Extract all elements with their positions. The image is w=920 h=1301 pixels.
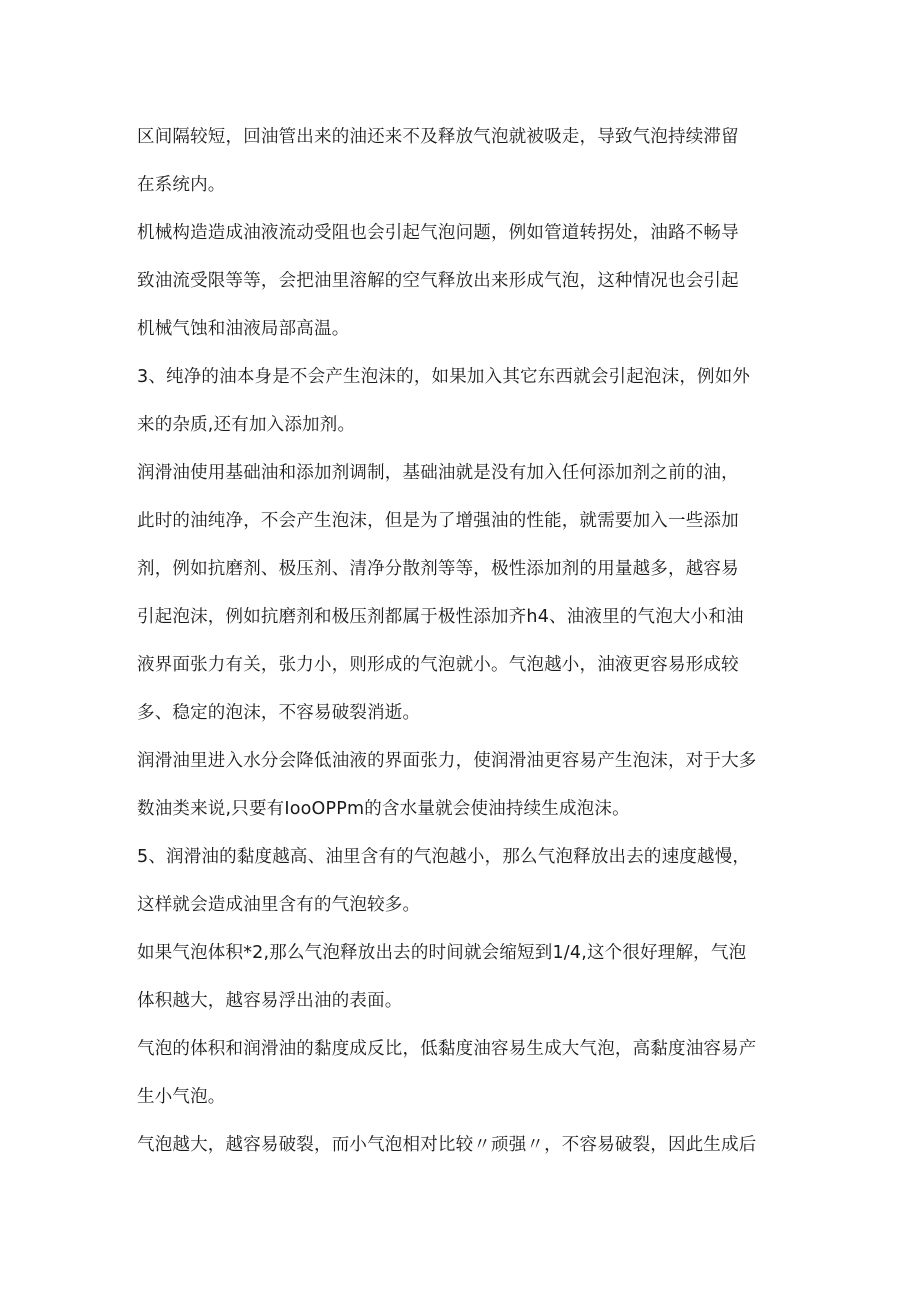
text-line: 此时的油纯净，不会产生泡沫，但是为了增强油的性能，就需要加入一些添加 — [137, 511, 739, 531]
text-line: 区间隔较短，回油管出来的油还来不及释放气泡就被吸走，导致气泡持续滞留 — [137, 127, 739, 147]
text-line: 气泡的体积和润滑油的黏度成反比，低黏度油容易生成大气泡，高黏度油容易产 — [137, 1039, 757, 1059]
paragraph-7 — [137, 929, 787, 1025]
text-line: 5、润滑油的黏度越高、油里含有的气泡越小，那么气泡释放出去的速度越慢， — [137, 847, 751, 867]
text-line: 润滑油里进入水分会降低油液的界面张力，使润滑油更容易产生泡沫，对于大多 — [137, 751, 757, 771]
text-line: 剂，例如抗磨剂、极压剂、清净分散剂等等，极性添加剂的用量越多，越容易 — [137, 559, 739, 579]
text-line: 引起泡沫，例如抗磨剂和极压剂都属于极性添加齐h4、油液里的气泡大小和油 — [137, 607, 744, 627]
paragraph-6 — [137, 833, 787, 929]
paragraph-5 — [137, 737, 787, 833]
document-page — [137, 113, 787, 1169]
text-line: 数油类来说,只要有IooOPPm的含水量就会使油持续生成泡沫。 — [137, 799, 630, 819]
text-line: 在系统内。 — [137, 175, 226, 195]
text-line: 致油流受限等等，会把油里溶解的空气释放出来形成气泡，这种情况也会引起 — [137, 271, 739, 291]
paragraph-4 — [137, 449, 787, 737]
text-line: 如果气泡体积*2,那么气泡释放出去的时间就会缩短到1/4,这个很好理解，气泡 — [137, 943, 747, 963]
paragraph-9 — [137, 1121, 787, 1169]
paragraph-1 — [137, 113, 787, 209]
text-line: 这样就会造成油里含有的气泡较多。 — [137, 895, 421, 915]
paragraph-3 — [137, 353, 787, 449]
paragraph-8 — [137, 1025, 787, 1121]
text-line: 机械构造造成油液流动受阻也会引起气泡问题，例如管道转拐处，油路不畅导 — [137, 223, 739, 243]
text-line: 生小气泡。 — [137, 1087, 226, 1107]
text-line: 机械气蚀和油液局部高温。 — [137, 319, 350, 339]
text-line: 润滑油使用基础油和添加剂调制，基础油就是没有加入任何添加剂之前的油， — [137, 463, 739, 483]
paragraph-2 — [137, 209, 787, 353]
text-line: 3、纯净的油本身是不会产生泡沫的，如果加入其它东西就会引起泡沫，例如外 — [137, 367, 751, 387]
text-line: 液界面张力有关，张力小，则形成的气泡就小。气泡越小，油液更容易形成较 — [137, 655, 739, 675]
text-line: 体积越大，越容易浮出油的表面。 — [137, 991, 403, 1011]
text-line: 多、稳定的泡沫，不容易破裂消逝。 — [137, 703, 421, 723]
text-line: 气泡越大，越容易破裂，而小气泡相对比较〃顽强〃，不容易破裂，因此生成后 — [137, 1135, 757, 1155]
text-line: 来的杂质,还有加入添加剂。 — [137, 415, 356, 435]
